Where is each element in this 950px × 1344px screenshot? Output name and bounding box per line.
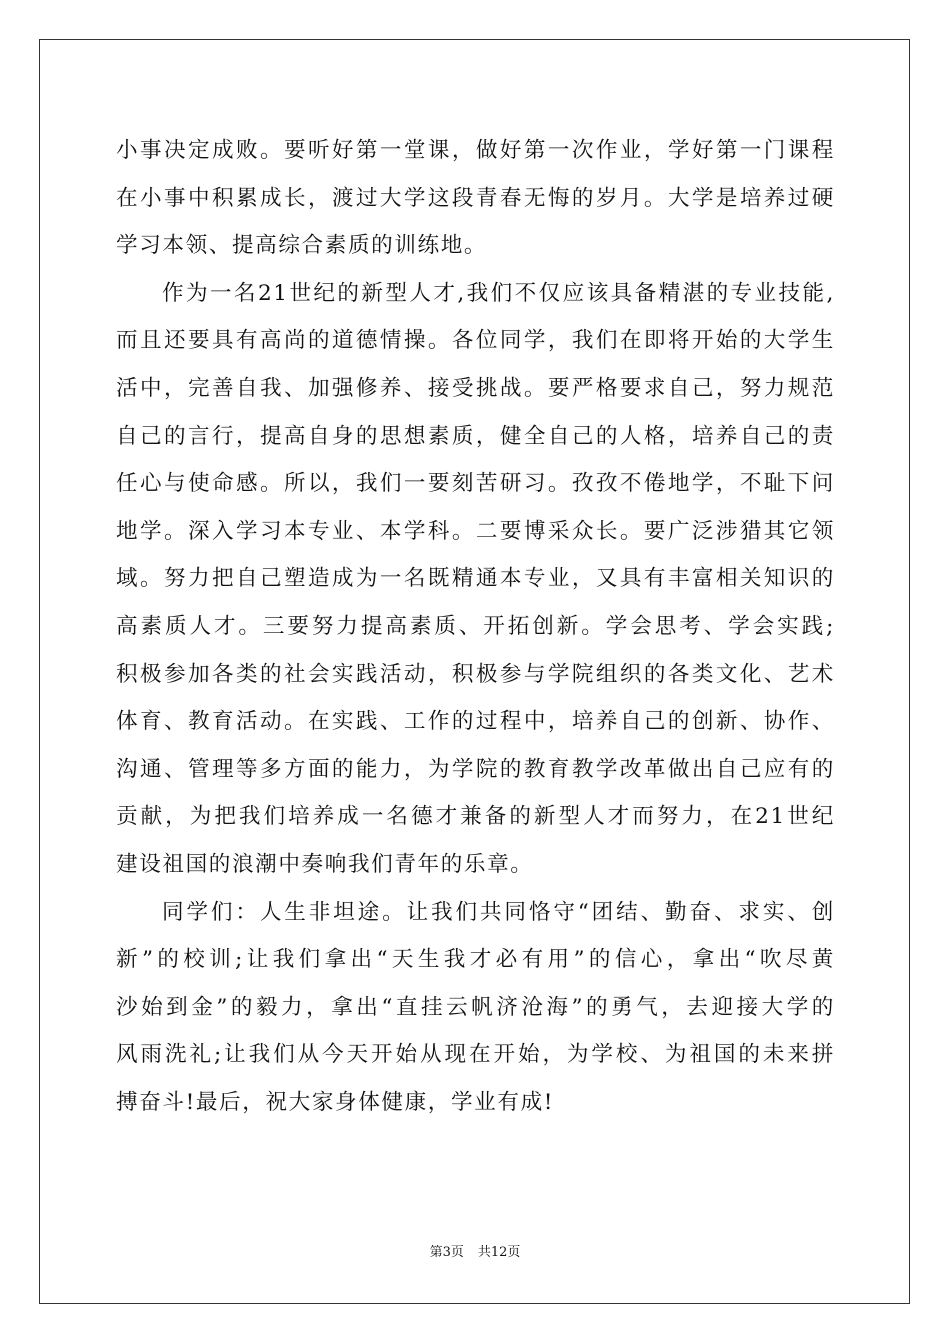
text-line: 任心与使命感。所以，我们一要刻苦研习。孜孜不倦地学，不耻下问 xyxy=(116,471,835,497)
text-line: 在小事中积累成长，渡过大学这段青春无悔的岁月。大学是培养过硬 xyxy=(116,185,835,211)
text-line: 学习本领、提高综合素质的训练地。 xyxy=(116,233,488,259)
text-line: 沙始到金”的毅力，拿出“直挂云帆济沧海”的勇气，去迎接大学的 xyxy=(116,994,835,1020)
text-line: 作为一名21世纪的新型人才,我们不仅应该具备精湛的专业技能, xyxy=(162,280,835,306)
text-line: 建设祖国的浪潮中奏响我们青年的乐章。 xyxy=(116,851,534,877)
text-line: 小事决定成败。要听好第一堂课，做好第一次作业，学好第一门课程 xyxy=(116,138,835,163)
text-line: 贡献，为把我们培养成一名德才兼备的新型人才而努力，在21世纪 xyxy=(116,804,835,830)
page-footer xyxy=(0,1245,950,1261)
text-line: 沟通、管理等多方面的能力，为学院的教育教学改革做出自己应有的 xyxy=(116,756,835,782)
document-body xyxy=(116,127,835,1126)
text-line: 而且还要具有高尚的道德情操。各位同学，我们在即将开始的大学生 xyxy=(116,328,835,354)
text-line: 域。努力把自己塑造成为一名既精通本专业，又具有丰富相关知识的 xyxy=(116,566,835,592)
text-line: 体育、教育活动。在实践、工作的过程中，培养自己的创新、协作、 xyxy=(116,709,835,735)
text-line: 积极参加各类的社会实践活动，积极参与学院组织的各类文化、艺术 xyxy=(116,661,835,687)
text-line: 高素质人才。三要努力提高素质、开拓创新。学会思考、学会实践; xyxy=(116,613,835,639)
text-line: 搏奋斗!最后，祝大家身体健康，学业有成! xyxy=(116,1089,555,1115)
page-total: 共12页 xyxy=(477,1245,521,1260)
text-line: 地学。深入学习本专业、本学科。二要博采众长。要广泛涉猎其它领 xyxy=(116,518,835,544)
text-line: 风雨洗礼;让我们从今天开始从现在开始，为学校、为祖国的未来拼 xyxy=(116,1042,835,1068)
page-number: 第3页 xyxy=(429,1245,464,1260)
text-line: 同学们：人生非坦途。让我们共同恪守“团结、勤奋、求实、创 xyxy=(162,899,835,925)
text-line: 活中，完善自我、加强修养、接受挑战。要严格要求自己，努力规范 xyxy=(116,375,835,401)
text-line: 新”的校训;让我们拿出“天生我才必有用”的信心，拿出“吹尽黄 xyxy=(116,947,835,973)
text-line: 自己的言行，提高自身的思想素质，健全自己的人格，培养自己的责 xyxy=(116,423,835,449)
